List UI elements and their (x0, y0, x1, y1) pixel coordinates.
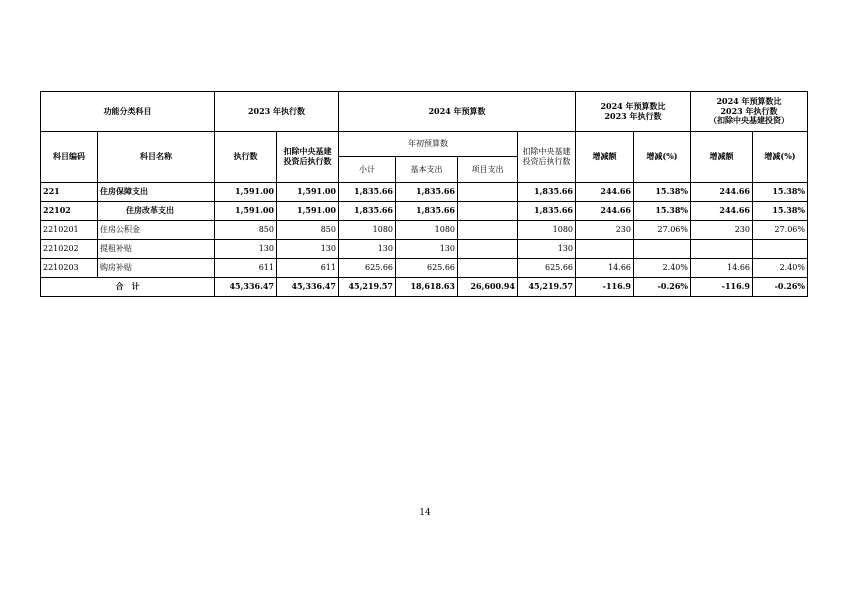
row-project (458, 221, 518, 240)
total-inc2: -116.9 (691, 278, 753, 297)
header-exec: 执行数 (215, 132, 277, 183)
row-pct2: 15.38% (753, 202, 808, 221)
header-budget-2024: 2024 年预算数 (339, 92, 576, 132)
row-inc (576, 240, 634, 259)
total-pct: -0.26% (634, 278, 691, 297)
header-increase-amount: 增减额 (576, 132, 634, 183)
row-inc2: 230 (691, 221, 753, 240)
header-exec-2023: 2023 年执行数 (215, 92, 339, 132)
table-row (41, 221, 808, 240)
total-basic: 18,618.63 (396, 278, 458, 297)
total-exec-excl: 45,336.47 (277, 278, 339, 297)
row-subtotal: 625.66 (339, 259, 396, 278)
table-row (41, 259, 808, 278)
row-pct2: 2.40% (753, 259, 808, 278)
total-exec: 45,336.47 (215, 278, 277, 297)
header-exec-excl: 扣除中央基建 投资后执行数 (277, 132, 339, 183)
row-basic: 130 (396, 240, 458, 259)
row-budget-excl: 1,835.66 (518, 202, 576, 221)
table-row (41, 240, 808, 259)
row-pct: 15.38% (634, 202, 691, 221)
row-basic: 1080 (396, 221, 458, 240)
header-subtotal: 小计 (339, 157, 396, 183)
total-budget-excl: 45,219.57 (518, 278, 576, 297)
row-inc: 14.66 (576, 259, 634, 278)
row-project (458, 259, 518, 278)
row-code: 221 (41, 183, 98, 202)
row-project (458, 240, 518, 259)
row-pct: 27.06% (634, 221, 691, 240)
row-name: 提租补贴 (98, 240, 215, 259)
table-row (41, 183, 808, 202)
row-exec-excl: 850 (277, 221, 339, 240)
row-code: 2210202 (41, 240, 98, 259)
row-budget-excl: 1080 (518, 221, 576, 240)
row-inc: 244.66 (576, 183, 634, 202)
total-subtotal: 45,219.57 (339, 278, 396, 297)
header-increase-pct-2: 增减(%) (753, 132, 808, 183)
row-inc2: 244.66 (691, 202, 753, 221)
row-name: 住房保障支出 (98, 183, 215, 202)
header-compare-2023-excl: 2024 年预算数比 2023 年执行数 （扣除中央基建投资） (691, 92, 808, 132)
row-exec: 1,591.00 (215, 183, 277, 202)
row-project (458, 183, 518, 202)
row-exec-excl: 1,591.00 (277, 202, 339, 221)
total-row (41, 278, 808, 297)
row-basic: 625.66 (396, 259, 458, 278)
row-inc2 (691, 240, 753, 259)
row-subtotal: 1,835.66 (339, 202, 396, 221)
row-exec: 611 (215, 259, 277, 278)
header-compare-2023: 2024 年预算数比 2023 年执行数 (576, 92, 691, 132)
row-exec: 1,591.00 (215, 202, 277, 221)
row-inc: 230 (576, 221, 634, 240)
row-inc2: 244.66 (691, 183, 753, 202)
budget-table (40, 91, 808, 297)
row-exec: 850 (215, 221, 277, 240)
row-basic: 1,835.66 (396, 202, 458, 221)
row-name: 购房补贴 (98, 259, 215, 278)
header-code: 科目编码 (41, 132, 98, 183)
table-row (41, 202, 808, 221)
total-label: 合 计 (41, 278, 215, 297)
row-code: 2210203 (41, 259, 98, 278)
row-exec-excl: 611 (277, 259, 339, 278)
row-basic: 1,835.66 (396, 183, 458, 202)
row-pct2: 15.38% (753, 183, 808, 202)
row-inc: 244.66 (576, 202, 634, 221)
row-subtotal: 1080 (339, 221, 396, 240)
total-pct2: -0.26% (753, 278, 808, 297)
header-basic: 基本支出 (396, 157, 458, 183)
row-pct: 15.38% (634, 183, 691, 202)
page-number: 14 (419, 508, 431, 518)
row-code: 22102 (41, 202, 98, 221)
row-pct (634, 240, 691, 259)
row-exec: 130 (215, 240, 277, 259)
row-budget-excl: 130 (518, 240, 576, 259)
row-pct2 (753, 240, 808, 259)
row-budget-excl: 1,835.66 (518, 183, 576, 202)
row-code: 2210201 (41, 221, 98, 240)
row-budget-excl: 625.66 (518, 259, 576, 278)
header-increase-amount-2: 增减额 (691, 132, 753, 183)
header-initial-budget: 年初预算数 (339, 132, 518, 157)
header-increase-pct: 增减(%) (634, 132, 691, 183)
row-exec-excl: 1,591.00 (277, 183, 339, 202)
row-inc2: 14.66 (691, 259, 753, 278)
row-subtotal: 1,835.66 (339, 183, 396, 202)
row-pct: 2.40% (634, 259, 691, 278)
row-project (458, 202, 518, 221)
header-project: 项目支出 (458, 157, 518, 183)
header-budget-excl: 扣除中央基建 投资后执行数 (518, 132, 576, 183)
row-pct2: 27.06% (753, 221, 808, 240)
row-subtotal: 130 (339, 240, 396, 259)
total-inc: -116.9 (576, 278, 634, 297)
row-name: 住房改革支出 (98, 202, 215, 221)
header-name: 科目名称 (98, 132, 215, 183)
row-name: 住房公积金 (98, 221, 215, 240)
header-function-category: 功能分类科目 (41, 92, 215, 132)
row-exec-excl: 130 (277, 240, 339, 259)
total-project: 26,600.94 (458, 278, 518, 297)
